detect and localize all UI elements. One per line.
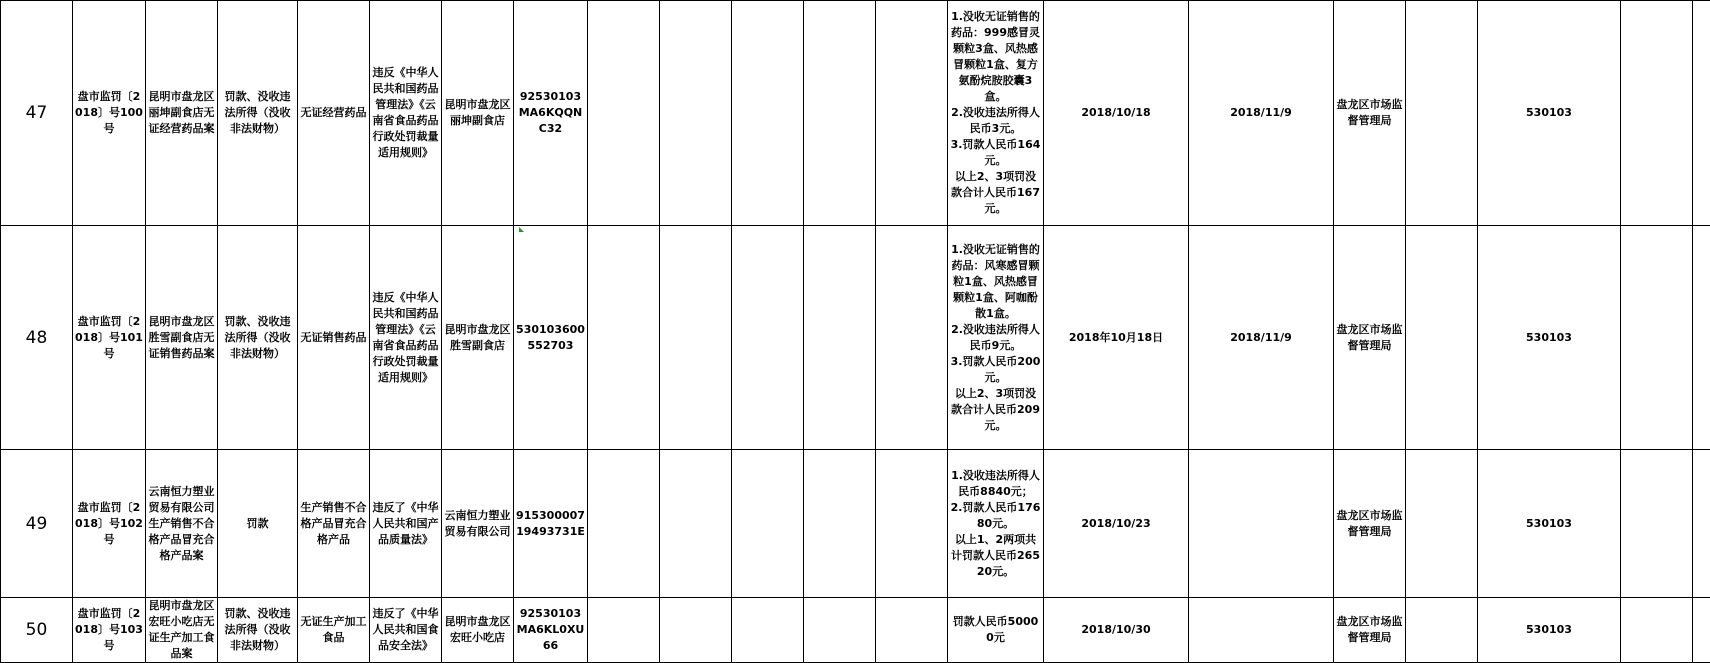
violation-cell: 无证生产加工食品 (298, 598, 370, 663)
empty-cell (588, 598, 660, 663)
empty-cell (732, 450, 804, 598)
penalty-line: 以上2、3项罚没款合计人民币167元。 (950, 169, 1041, 217)
legal-basis-cell: 违反《中华人民共和国药品管理法》《云南省食品药品行政处罚裁量适用规则》 (370, 226, 442, 450)
empty-cell (804, 598, 876, 663)
credit-code-cell: 92530103MA6KQQNC32 (514, 1, 588, 226)
decision-date-cell: 2018年10月18日 (1044, 226, 1189, 450)
region-code-cell: 530103 (1478, 450, 1621, 598)
violation-cell: 生产销售不合格产品冒充合格产品 (298, 450, 370, 598)
decision-date-cell: 2018/10/23 (1044, 450, 1189, 598)
violation-cell: 无证经营药品 (298, 1, 370, 226)
penalty-content-cell (948, 1, 1044, 226)
empty-cell (1406, 1, 1478, 226)
empty-cell (732, 226, 804, 450)
table-row (1, 1, 1710, 226)
legal-basis-cell: 违反了《中华人民共和国产品质量法》 (370, 450, 442, 598)
party-name-cell: 云南恒力塑业贸易有限公司 (442, 450, 514, 598)
authority-cell: 盘龙区市场监督管理局 (1334, 1, 1406, 226)
document-number-cell: 盘市监罚〔2018〕号101号 (73, 226, 146, 450)
penalty-line: 3.罚款人民币164元。 (950, 137, 1041, 169)
credit-code-cell: 530103600552703 (514, 226, 588, 450)
empty-cell (660, 226, 732, 450)
penalty-type-cell: 罚款、没收违法所得（没收非法财物） (218, 598, 298, 663)
authority-cell: 盘龙区市场监督管理局 (1334, 226, 1406, 450)
row-number-cell: 47 (1, 1, 73, 226)
empty-cell (876, 598, 948, 663)
empty-cell (588, 450, 660, 598)
empty-cell (588, 226, 660, 450)
case-name-cell: 昆明市盘龙区丽坤副食店无证经营药品案 (146, 1, 218, 226)
case-name-cell: 昆明市盘龙区宏旺小吃店无证生产加工食品案 (146, 598, 218, 663)
decision-date-cell: 2018/10/30 (1044, 598, 1189, 663)
empty-cell (660, 1, 732, 226)
violation-cell: 无证销售药品 (298, 226, 370, 450)
case-name-cell: 云南恒力塑业贸易有限公司生产销售不合格产品冒充合格产品案 (146, 450, 218, 598)
penalty-type-cell: 罚款、没收违法所得（没收非法财物） (218, 1, 298, 226)
row-number-cell: 50 (1, 598, 73, 663)
party-name-cell: 昆明市盘龙区丽坤副食店 (442, 1, 514, 226)
legal-basis-cell: 违反了《中华人民共和国食品安全法》 (370, 598, 442, 663)
empty-cell (804, 450, 876, 598)
party-name-cell: 昆明市盘龙区宏旺小吃店 (442, 598, 514, 663)
region-code-cell: 530103 (1478, 598, 1621, 663)
cell-comment-marker (519, 227, 524, 232)
table-row (1, 450, 1710, 598)
empty-cell (660, 450, 732, 598)
empty-cell (1621, 1, 1693, 226)
publish-date-cell: 2018/11/9 (1189, 226, 1334, 450)
region-code-cell: 530103 (1478, 226, 1621, 450)
empty-cell (876, 450, 948, 598)
publish-date-cell: 2018/11/9 (1189, 1, 1334, 226)
penalty-line: 1.没收无证销售的药品：999感冒灵颗粒3盒、风热感冒颗粒1盒、复方氨酚烷胺胶囊3盒。 (950, 9, 1041, 105)
party-name-cell: 昆明市盘龙区胜雪副食店 (442, 226, 514, 450)
penalty-type-cell: 罚款 (218, 450, 298, 598)
penalty-line: 罚款人民币50000元 (950, 614, 1041, 646)
region-code-cell: 530103 (1478, 1, 1621, 226)
authority-cell: 盘龙区市场监督管理局 (1334, 450, 1406, 598)
empty-cell (1693, 226, 1710, 450)
penalty-line: 2.没收违法所得人民币3元。 (950, 105, 1041, 137)
empty-cell (804, 1, 876, 226)
empty-cell (876, 1, 948, 226)
penalty-content-cell (948, 450, 1044, 598)
document-number-cell: 盘市监罚〔2018〕号100号 (73, 1, 146, 226)
credit-code-cell: 92530103MA6KL0XU66 (514, 598, 588, 663)
empty-cell (804, 226, 876, 450)
empty-cell (1693, 598, 1710, 663)
penalty-content-cell (948, 226, 1044, 450)
document-number-cell: 盘市监罚〔2018〕号102号 (73, 450, 146, 598)
row-number-cell: 48 (1, 226, 73, 450)
empty-cell (660, 598, 732, 663)
penalty-type-cell: 罚款、没收违法所得（没收非法财物） (218, 226, 298, 450)
penalty-line: 1.没收违法所得人民币8840元； (950, 468, 1041, 500)
table-body (1, 1, 1710, 663)
empty-cell (588, 1, 660, 226)
legal-basis-cell: 违反《中华人民共和国药品管理法》《云南省食品药品行政处罚裁量适用规则》 (370, 1, 442, 226)
table-row (1, 598, 1710, 663)
empty-cell (1693, 450, 1710, 598)
penalty-line: 3.罚款人民币200元。 (950, 354, 1041, 386)
empty-cell (1406, 598, 1478, 663)
penalty-line: 以上2、3项罚没款合计人民币209元。 (950, 386, 1041, 434)
penalty-line: 1.没收无证销售的药品：风寒感冒颗粒1盒、风热感冒颗粒1盒、阿咖酚散1盒。 (950, 242, 1041, 322)
decision-date-cell: 2018/10/18 (1044, 1, 1189, 226)
empty-cell (1621, 226, 1693, 450)
empty-cell (732, 598, 804, 663)
credit-code-cell: 91530000719493731E (514, 450, 588, 598)
penalty-content-cell (948, 598, 1044, 663)
document-number-cell: 盘市监罚〔2018〕号103号 (73, 598, 146, 663)
empty-cell (1406, 450, 1478, 598)
empty-cell (1621, 598, 1693, 663)
empty-cell (1406, 226, 1478, 450)
case-name-cell: 昆明市盘龙区胜雪副食店无证销售药品案 (146, 226, 218, 450)
empty-cell (876, 226, 948, 450)
penalty-line: 2.罚款人民币17680元。 (950, 500, 1041, 532)
empty-cell (1621, 450, 1693, 598)
empty-cell (1693, 1, 1710, 226)
publish-date-cell (1189, 450, 1334, 598)
row-number-cell: 49 (1, 450, 73, 598)
authority-cell: 盘龙区市场监督管理局 (1334, 598, 1406, 663)
penalty-line: 以上1、2两项共计罚款人民币26520元。 (950, 532, 1041, 580)
table-row (1, 226, 1710, 450)
penalty-line: 2.没收违法所得人民币9元。 (950, 322, 1041, 354)
publish-date-cell (1189, 598, 1334, 663)
empty-cell (732, 1, 804, 226)
